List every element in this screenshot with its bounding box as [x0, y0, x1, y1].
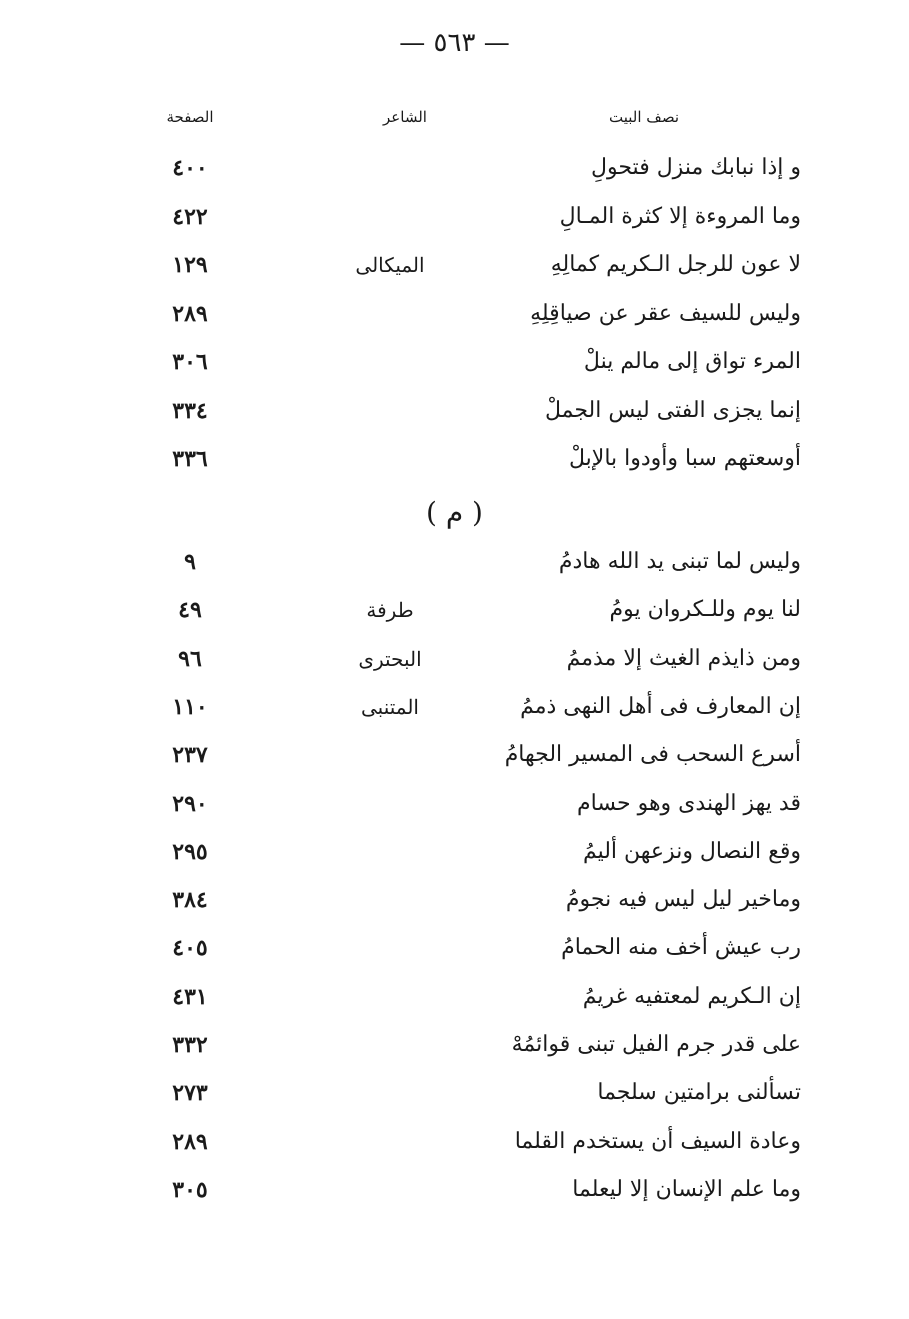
verse-half: إن المعارف فى أهل النهى ذممُ — [520, 693, 801, 719]
index-row — [0, 928, 909, 968]
index-row — [0, 735, 909, 775]
header-poet: الشاعر — [383, 108, 427, 126]
index-row — [0, 439, 909, 479]
index-row — [0, 342, 909, 382]
index-row — [0, 1122, 909, 1162]
poet-name: طرفة — [366, 598, 414, 623]
page-ref: ٣٠٦ — [172, 349, 208, 375]
page-ref: ٢٨٩ — [172, 1128, 208, 1155]
page-ref: ٢٨٩ — [172, 300, 208, 327]
page-ref: ٣٣٦ — [172, 446, 208, 472]
index-row — [0, 1073, 909, 1113]
verse-half: و إذا نبابك منزل فتحولِ — [591, 155, 801, 180]
index-row — [0, 1170, 909, 1210]
index-row — [0, 294, 909, 334]
column-headers — [0, 108, 909, 138]
page-ref: ٤٣١ — [172, 983, 208, 1010]
page-ref: ٤٠٠ — [172, 155, 208, 181]
page-ref: ٩٦ — [178, 645, 202, 672]
page-ref: ٣٣٤ — [172, 397, 208, 424]
page-ref: ١٢٩ — [172, 252, 208, 278]
index-row — [0, 687, 909, 727]
verse-half: وما علم الإنسان إلا ليعلما — [572, 1176, 801, 1202]
verse-half: لا عون للرجل الـكريم كمالِهِ — [550, 252, 801, 277]
poet-name: الميكالى — [355, 253, 425, 277]
verse-half: تسألنى برامتين سلجما — [597, 1080, 801, 1106]
header-page: الصفحة — [166, 108, 214, 126]
verse-half: وليس لما تبنى يد الله هادمُ — [558, 549, 801, 574]
page-ref: ٢٩٠ — [172, 790, 208, 817]
verse-half: إنما يجزى الفتى ليس الجملْ — [544, 397, 801, 423]
poet-name: البحترى — [358, 646, 422, 671]
index-row — [0, 391, 909, 431]
verse-half: المرء تواق إلى مالم ينلْ — [583, 349, 801, 374]
header-verse: نصف البيت — [609, 108, 679, 126]
verse-half: إن الـكريم لمعتفيه غريمُ — [582, 983, 801, 1009]
index-row — [0, 245, 909, 285]
page-ref: ٤٩ — [178, 597, 202, 624]
verse-half: على قدر جرم الفيل تبنى قوائمُهْ — [511, 1032, 801, 1057]
page-ref: ٤٠٥ — [172, 935, 208, 962]
page-ref: ١١٠ — [172, 693, 208, 720]
page-ref: ٣٠٥ — [172, 1176, 208, 1203]
page-ref: ٢٣٧ — [172, 742, 208, 769]
page-ref: ٣٣٢ — [172, 1032, 208, 1058]
index-row — [0, 977, 909, 1017]
verse-half: وعادة السيف أن يستخدم القلما — [514, 1128, 801, 1154]
page-ref: ٢٩٥ — [172, 838, 208, 865]
verse-half: وليس للسيف عقر عن صياقِلِهِ — [530, 300, 801, 326]
verse-half: وما المروءة إلا كثرة المـالِ — [559, 203, 801, 229]
verse-half: رب عيش أخف منه الحمامُ — [561, 935, 801, 961]
index-row — [0, 832, 909, 872]
page-ref: ٤٢٢ — [172, 203, 208, 230]
index-row — [0, 590, 909, 630]
index-row — [0, 1025, 909, 1065]
verse-half: ومن ذايذم الغيث إلا مذممُ — [566, 645, 801, 671]
page-number: — ٥٦٣ — — [399, 28, 510, 58]
index-row — [0, 880, 909, 920]
index-row — [0, 784, 909, 824]
page-ref: ٩ — [184, 549, 196, 575]
verse-half: أسرع السحب فى المسير الجهامُ — [504, 742, 801, 768]
index-row — [0, 197, 909, 237]
index-row — [0, 542, 909, 582]
verse-half: أوسعتهم سبا وأودوا بالإبلْ — [568, 446, 801, 471]
index-row — [0, 148, 909, 188]
verse-half: لنا يوم وللـكروان يومُ — [609, 597, 801, 623]
verse-half: وماخير ليل ليس فيه نجومُ — [565, 887, 801, 913]
verse-half: قد يهز الهندى وهو حسام — [577, 790, 801, 816]
poet-name: المتنبى — [361, 694, 419, 719]
section-letter: ( م ) — [426, 496, 483, 529]
verse-half: وقع النصال ونزعهن أليمُ — [582, 838, 801, 864]
index-row — [0, 639, 909, 679]
page-ref: ٢٧٣ — [172, 1080, 208, 1107]
page-ref: ٣٨٤ — [172, 887, 208, 914]
